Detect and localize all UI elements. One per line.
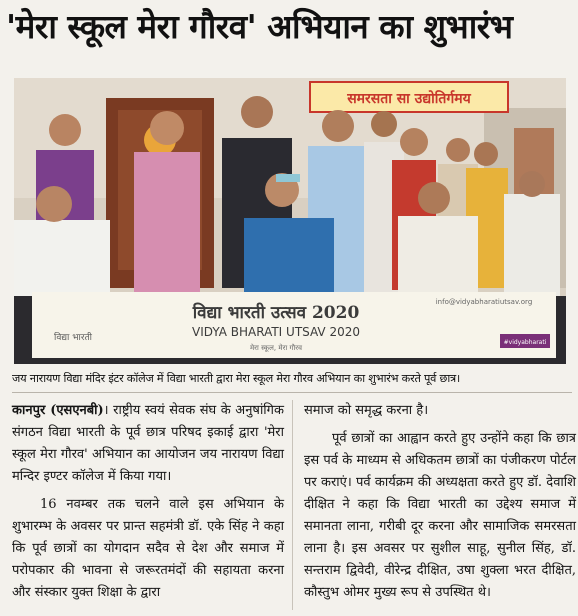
- svg-text:मेरा स्कूल, मेरा गौरव: मेरा स्कूल, मेरा गौरव: [250, 344, 302, 352]
- dateline: कानपुर (एसएनबी): [12, 403, 104, 418]
- photo-caption: जय नारायण विद्या मंदिर इंटर कॉलेज में विद्या भारती द्वारा मेरा स्कूल मेरा गौरव अभियान का शुभारंभ करते पूर्व छात्र।: [12, 372, 461, 385]
- svg-text:info@vidyabharatiutsav.org: info@vidyabharatiutsav.org: [435, 298, 533, 306]
- event-backdrop: [32, 292, 556, 358]
- column-left: [12, 400, 284, 610]
- backdrop-english: VIDYA BHARATI UTSAV 2020: [192, 325, 360, 339]
- paragraph-1-text: । राष्ट्रीय स्वयं सेवक संघ के अनुषांगिक संगठन विद्या भारती के पूर्व छात्र परिषद इकाई द्वारा 'मेरा स्कूल मेरा गौरव' अभियान का आयोजन जय नारायण विद्या मन्दिर इण्टर कॉलेज में किया गया।: [12, 403, 284, 484]
- paragraph-4: पूर्व छात्रों का आह्वान करते हुए उन्होंने कहा कि छात्र इस पर्व के माध्यम से अधिकतम छात्रों का पंजीकरण पोर्टल पर कराएं। पर्व कार्यक्रम की अध्यक्षता करते हुए डॉ. देवाशि दीक्षित ने कहा कि विद्या भारती का उद्देश्य समाज में समानता लाना, गरीबी दूर करना और सामाजिक समरसता लाना है। इस अवसर पर सुशील साहू, सुनील सिंह, डॉ. सन्तराम द्विवेदी, वीरेन्द्र दीक्षित, उषा शुक्ला भरत दीक्षित, कौस्तुभ ओमर मुख्य रूप से उपस्थित थे।: [304, 431, 576, 600]
- column-right: [304, 400, 576, 610]
- paragraph-3: समाज को समृद्ध करना है।: [304, 403, 429, 418]
- news-photo: [14, 78, 566, 364]
- headline: 'मेरा स्कूल मेरा गौरव' अभियान का शुभारंभ: [6, 7, 513, 46]
- paragraph-2: 16 नवम्बर तक चलने वाले इस अभियान के शुभारम्भ के अवसर पर प्रान्त सहमंत्री डॉ. एके सिंह ने कहा कि पूर्व छात्रों का योगदान सदैव से देश और समाज में परोपकार की भावना से जरूरतमंदों की सहायता करना और संस्कार युक्त शिक्षा के द्वारा: [12, 497, 284, 600]
- svg-text:विद्या भारती: विद्या भारती: [54, 333, 92, 343]
- svg-text:#vidyabharati: #vidyabharati: [503, 339, 547, 346]
- paragraph-1: [12, 400, 284, 488]
- column-divider: [292, 400, 293, 610]
- banner-text: समरसता सा उद्योतिर्गमय: [347, 91, 471, 107]
- backdrop-hindi: विद्या भारती उत्सव 2020: [192, 303, 360, 323]
- caption-rule: [12, 392, 572, 393]
- photo-illustration: [14, 78, 566, 364]
